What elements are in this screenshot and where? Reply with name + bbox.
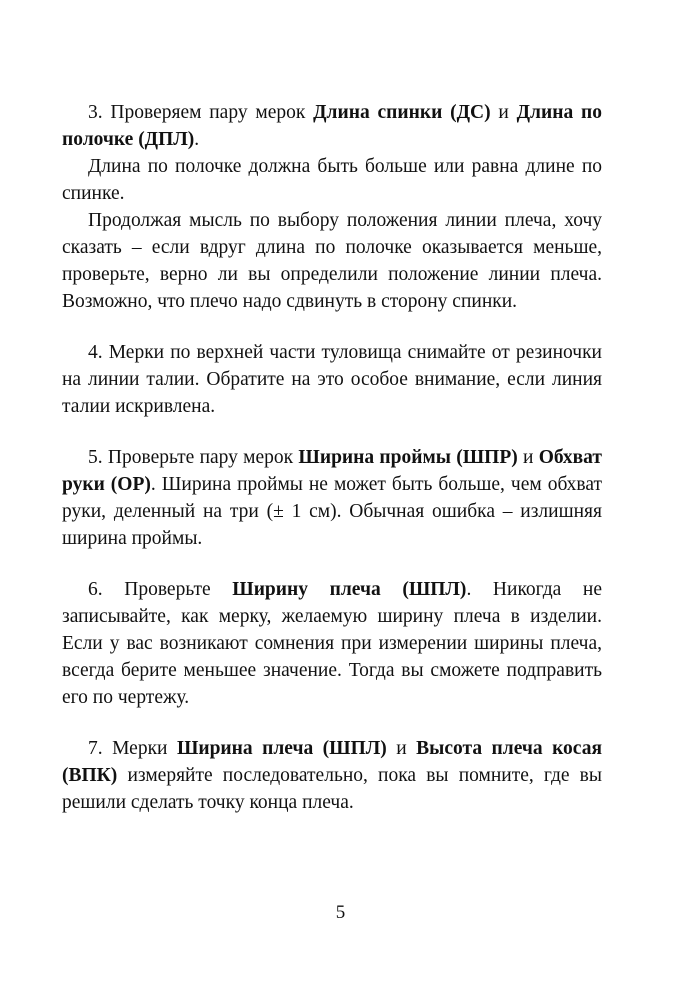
measurement-term: Ширину плеча (ШПЛ) <box>232 579 467 600</box>
paragraph-text <box>62 207 602 315</box>
text-segment: и <box>517 447 539 468</box>
paragraph-item-4 <box>62 339 602 420</box>
measurement-term: Длина по полочке (ДПЛ) <box>62 102 602 150</box>
paragraph-text <box>62 153 602 207</box>
text-segment: 5. Проверьте пару мерок <box>88 447 299 468</box>
text-segment: Длина по полочке должна быть больше или равна длине по спинке. <box>62 156 602 204</box>
text-segment: . Ширина проймы не может быть больше, чем обхват руки, деленный на три (± 1 см). Обычная ошибка – излишняя ширина проймы. <box>62 474 602 549</box>
paragraph-item-7 <box>62 735 602 816</box>
text-segment: 6. Проверьте <box>88 579 233 600</box>
text-segment: . Никогда не записывайте, как мерку, желаемую ширину плеча в изделии. Если у вас возникают сомнения при измерении ширины плеча, всегда берите меньшее значение. Тогда вы сможете подправить его по чертежу. <box>62 579 602 708</box>
text-segment: Продолжая мысль по выбору положения линии плеча, хочу сказать – если вдруг длина по полочке оказывается меньше, проверьте, верно ли вы определили положение линии плеча. Возможно, что плечо надо сдвинуть в сторону спинки. <box>62 210 602 312</box>
text-segment: 4. Мерки по верхней части туловища снимайте от резиночки на линии талии. Обратите на это особое внимание, если линия талии искривлена. <box>62 342 602 417</box>
measurement-term: Длина спинки (ДС) <box>313 102 491 123</box>
text-segment: и <box>490 102 517 123</box>
text-segment: . <box>194 129 200 150</box>
text-segment: 7. Мерки <box>88 738 177 759</box>
page-body <box>62 99 602 816</box>
measurement-term: Обхват руки (ОР) <box>62 447 602 495</box>
measurement-term: Ширина плеча (ШПЛ) <box>176 738 387 759</box>
text-segment: и <box>386 738 417 759</box>
measurement-term: Ширина проймы (ШПР) <box>298 447 518 468</box>
text-segment: измеряйте последовательно, пока вы помните, где вы решили сделать точку конца плеча. <box>62 765 602 813</box>
text-segment: 3. Проверяем пару мерок <box>88 102 314 123</box>
paragraph-item-6 <box>62 576 602 711</box>
paragraph-item-5 <box>62 444 602 552</box>
measurement-term: Высота плеча косая (ВПК) <box>62 738 602 786</box>
paragraph-item-3 <box>62 99 602 153</box>
page-number: 5 <box>335 902 346 923</box>
